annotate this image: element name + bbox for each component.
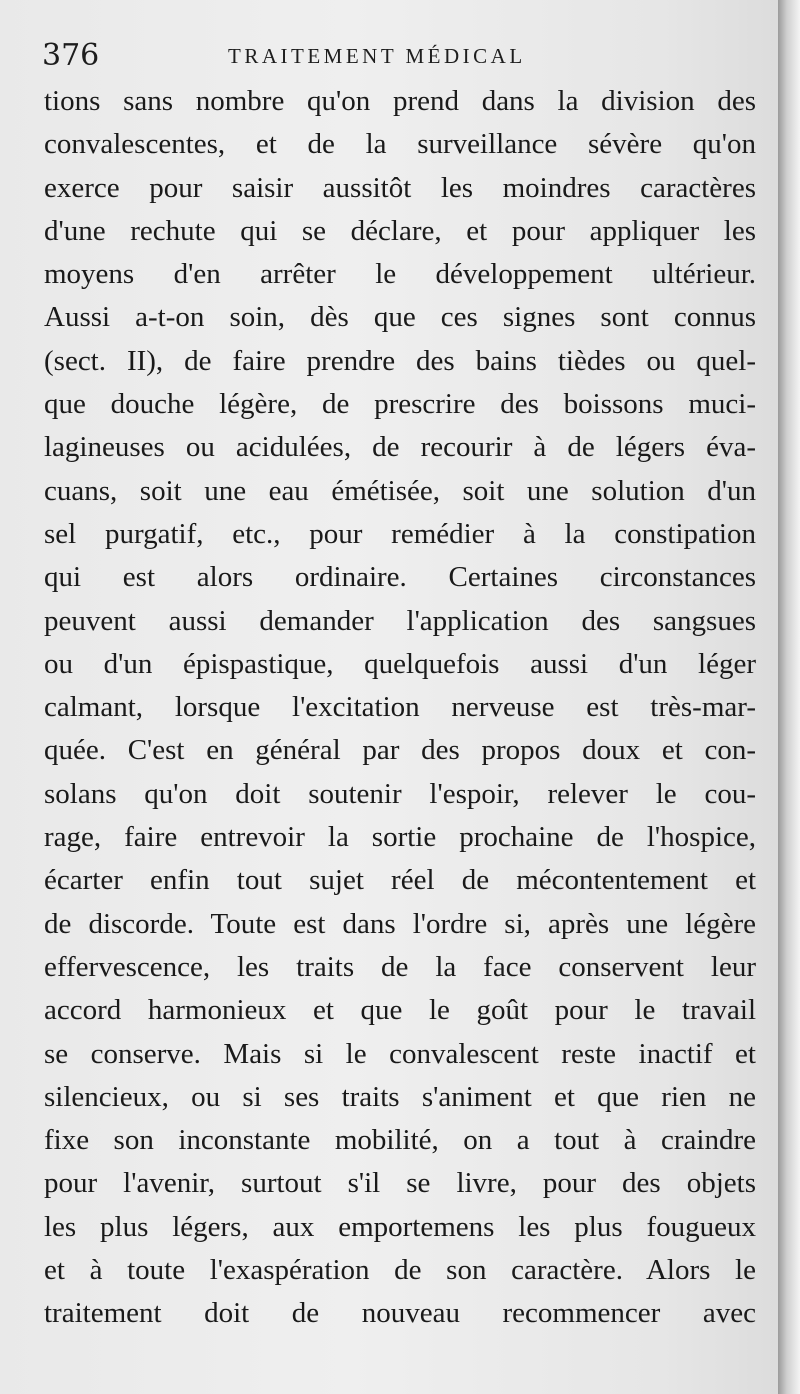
text-line: ou d'un épispastique, quelquefois aussi d'un léger xyxy=(44,647,756,680)
text-line: de discorde. Toute est dans l'ordre si, après une légère xyxy=(44,907,756,940)
text-line: quée. C'est en général par des propos doux et con- xyxy=(44,734,756,767)
running-head: TRAITEMENT MÉDICAL xyxy=(228,44,526,68)
text-line: fixe son inconstante mobilité, on a tout à craindre xyxy=(44,1124,756,1157)
text-line: rage, faire entrevoir la sortie prochaine de l'hospice, xyxy=(44,821,756,854)
text-line: écarter enfin tout sujet réel de mécontentement et xyxy=(44,864,756,897)
body-text xyxy=(44,80,756,1336)
text-line: (sect. II), de faire prendre des bains tièdes ou quel- xyxy=(44,344,756,377)
text-line: exerce pour saisir aussitôt les moindres caractères xyxy=(44,171,756,204)
text-line: convalescentes, et de la surveillance sévère qu'on xyxy=(44,128,756,161)
text-line: tions sans nombre qu'on prend dans la division des xyxy=(44,85,756,117)
text-line: pour l'avenir, surtout s'il se livre, pour des objets xyxy=(44,1167,756,1200)
text-line: cuans, soit une eau émétisée, soit une solution d'un xyxy=(44,474,756,507)
text-line: se conserve. Mais si le convalescent reste inactif et xyxy=(44,1037,756,1070)
page-number: 376 xyxy=(42,38,100,73)
text-line: traitement doit de nouveau recommencer avec xyxy=(44,1297,756,1330)
text-line: effervescence, les traits de la face conservent leur xyxy=(44,950,756,983)
page-edge-shadow xyxy=(778,0,800,1394)
text-line: qui est alors ordinaire. Certaines circonstances xyxy=(44,561,756,594)
text-line: sel purgatif, etc., pour remédier à la constipation xyxy=(44,517,756,550)
text-line: silencieux, ou si ses traits s'animent et que rien ne xyxy=(44,1080,756,1113)
text-line: et à toute l'exaspération de son caractère. Alors le xyxy=(44,1254,756,1287)
text-line: que douche légère, de prescrire des boissons muci- xyxy=(44,388,756,421)
text-line: accord harmonieux et que le goût pour le travail xyxy=(44,994,756,1027)
text-line: d'une rechute qui se déclare, et pour appliquer les xyxy=(44,214,756,247)
text-line: Aussi a-t-on soin, dès que ces signes sont connus xyxy=(44,301,756,334)
text-line: les plus légers, aux emportemens les plus fougueux xyxy=(44,1210,756,1243)
text-line: peuvent aussi demander l'application des sangsues xyxy=(44,604,756,637)
text-line: solans qu'on doit soutenir l'espoir, relever le cou- xyxy=(44,777,756,810)
text-line: calmant, lorsque l'excitation nerveuse est très-mar- xyxy=(44,691,756,724)
text-line: lagineuses ou acidulées, de recourir à de légers éva- xyxy=(44,431,756,464)
page-header xyxy=(42,38,742,78)
text-line: moyens d'en arrêter le développement ultérieur. xyxy=(44,258,756,291)
